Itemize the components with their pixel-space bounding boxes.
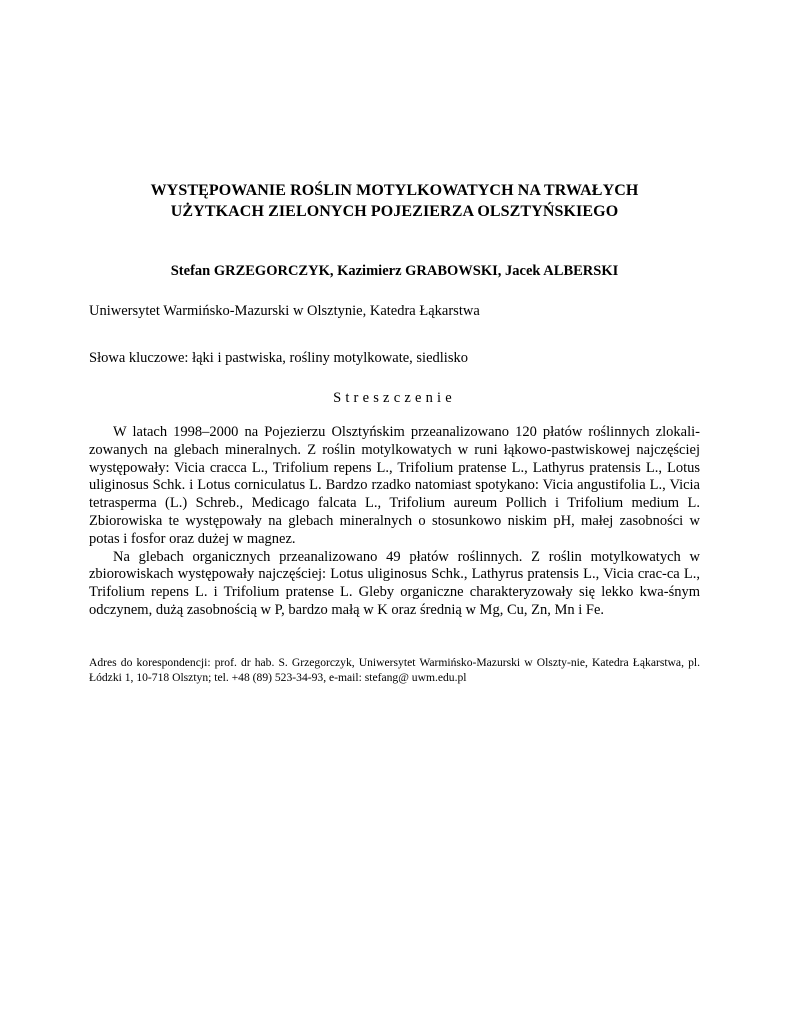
authors: Stefan GRZEGORCZYK, Kazimierz GRABOWSKI, Jacek ALBERSKI	[170, 263, 619, 279]
abstract	[89, 424, 700, 620]
affiliation: Uniwersytet Warmińsko-Mazurski w Olsztynie, Katedra Łąkarstwa	[89, 303, 480, 319]
title-line-1: WYSTĘPOWANIE ROŚLIN MOTYLKOWATYCH NA TRWAŁYCH	[150, 182, 639, 199]
keywords: Słowa kluczowe: łąki i pastwiska, rośliny motylkowate, siedlisko	[89, 350, 468, 366]
abstract-paragraph-1: W latach 1998–2000 na Pojezierzu Olsztyńskim przeanalizowano 120 płatów roślinnych zlokali-zowanych na glebach mineralnych. Z roślin motylkowatych w runi łąkowo-pastwiskowej najczęściej występowały: Vicia cracca L., Trifolium repens L., Trifolium pratense L., Lathyrus pratensis L., Lotus uliginosus Schk. i Lotus corniculatus L. Bardzo rzadko natomiast spotykano: Vicia angustifolia L., Vicia tetrasperma (L.) Schreb., Medicago falcata L., Trifolium aureum Pollich i Trifolium medium L. Zbiorowiska te występowały na glebach mineralnych o stosunkowo niskim pH, małej zasobności w potas i fosfor oraz dużej w magnez.	[89, 424, 700, 547]
title-line-2: UŻYTKACH ZIELONYCH POJEZIERZA OLSZTYŃSKIEGO	[170, 203, 619, 220]
abstract-paragraph-2: Na glebach organicznych przeanalizowano 49 płatów roślinnych. Z roślin motylkowatych w zbiorowiskach występowały najczęściej: Lotus uliginosus Schk., Lathyrus pratensis L., Vicia crac-ca L., Trifolium repens L. i Trifolium pratense L. Gleby organiczne charakteryzowały się lekko kwa-śnym odczynem, dużą zasobnością w P, bardzo małą w K oraz średnią w Mg, Cu, Zn, Mn i Fe.	[89, 548, 700, 618]
abstract-heading: Streszczenie	[333, 390, 456, 406]
paper-title	[89, 180, 700, 222]
correspondence-address: Adres do korespondencji: prof. dr hab. S. Grzegorczyk, Uniwersytet Warmińsko-Mazurski w Olszty-nie, Katedra Łąkarstwa, pl. Łódzki 1, 10-718 Olsztyn; tel. +48 (89) 523-34-93, e-mail: stefang@ uwm.edu.pl	[89, 656, 700, 684]
